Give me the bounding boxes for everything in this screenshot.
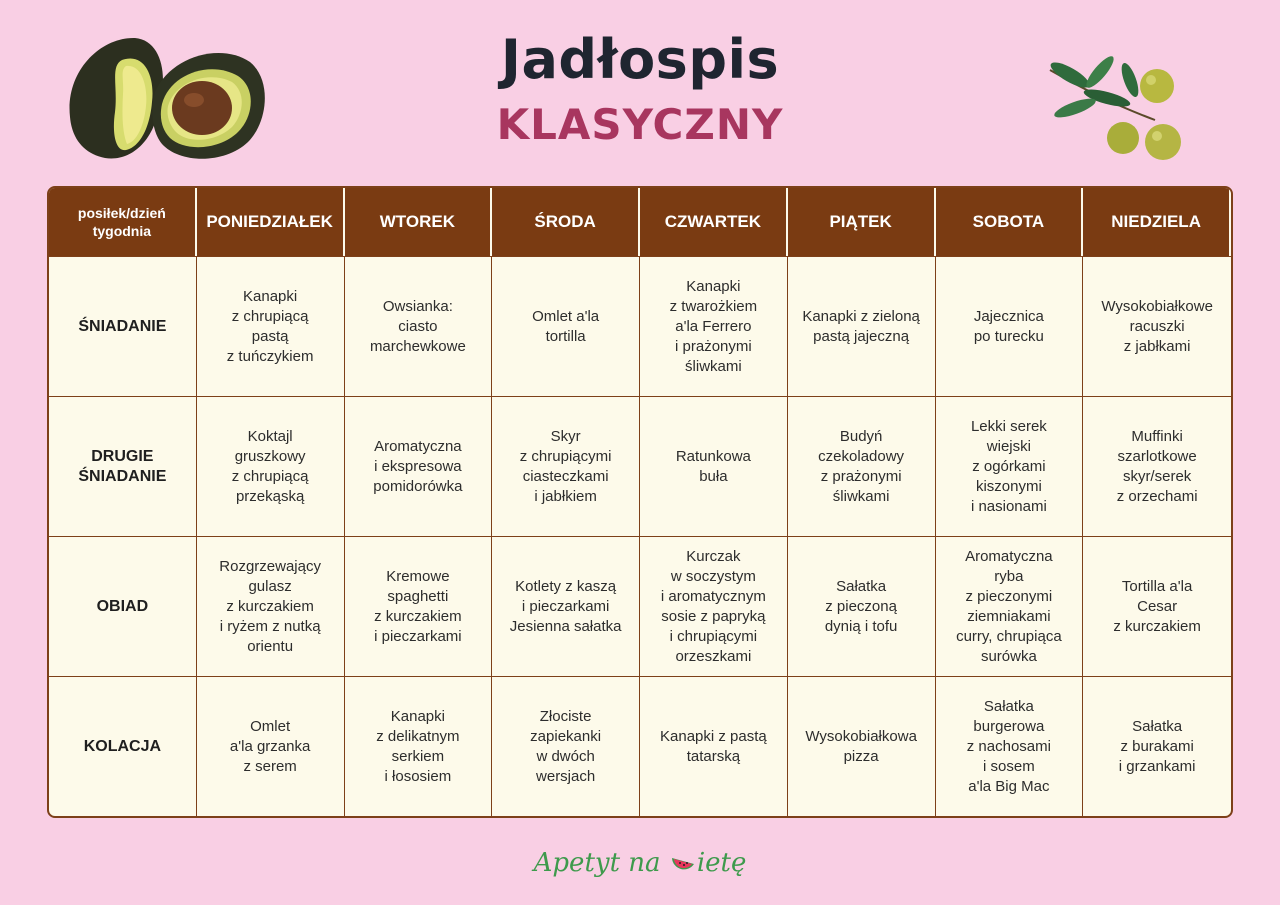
brand-text-end: ietę	[696, 848, 747, 878]
day-header: CZWARTEK	[640, 188, 788, 256]
day-header: SOBOTA	[936, 188, 1084, 256]
meal-cell: Złociste zapiekanki w dwóch wersjach	[492, 676, 640, 816]
meal-cell: Kotlety z kaszą i pieczarkami Jesienna sałatka	[492, 536, 640, 676]
meal-label: ŚNIADANIE	[49, 256, 197, 396]
meal-cell: Budyń czekoladowy z prażonymi śliwkami	[788, 396, 936, 536]
meal-cell: Omlet a'la grzanka z serem	[197, 676, 345, 816]
meal-label: OBIAD	[49, 536, 197, 676]
meal-plan-table	[47, 186, 1233, 818]
meal-cell: Omlet a'la tortilla	[492, 256, 640, 396]
meal-cell: Wysokobiałkowe racuszki z jabłkami	[1083, 256, 1231, 396]
meal-cell: Kanapki z zieloną pastą jajeczną	[788, 256, 936, 396]
meal-cell: Sałatka burgerowa z nachosami i sosem a'la Big Mac	[936, 676, 1084, 816]
meal-cell: Kanapki z pastą tatarską	[640, 676, 788, 816]
meal-cell: Muffinki szarlotkowe skyr/serek z orzechami	[1083, 396, 1231, 536]
meal-cell: Aromatyczna i ekspresowa pomidorówka	[345, 396, 493, 536]
meal-cell: Aromatyczna ryba z pieczonymi ziemniakami curry, chrupiąca surówka	[936, 536, 1084, 676]
day-header: WTOREK	[345, 188, 493, 256]
page-subtitle: KLASYCZNY	[496, 100, 784, 149]
meal-cell: Sałatka z pieczoną dynią i tofu	[788, 536, 936, 676]
meal-cell: Wysokobiałkowa pizza	[788, 676, 936, 816]
meal-cell: Kanapki z delikatnym serkiem i łososiem	[345, 676, 493, 816]
meal-cell: Koktajl gruszkowy z chrupiącą przekąską	[197, 396, 345, 536]
meal-cell: Skyr z chrupiącymi ciasteczkami i jabłkiem	[492, 396, 640, 536]
meal-cell: Sałatka z burakami i grzankami	[1083, 676, 1231, 816]
brand-logo	[0, 848, 1280, 878]
meal-cell: Owsianka: ciasto marchewkowe	[345, 256, 493, 396]
meal-label: DRUGIE ŚNIADANIE	[49, 396, 197, 536]
meal-cell: Rozgrzewający gulasz z kurczakiem i ryżem z nutką orientu	[197, 536, 345, 676]
meal-cell: Kanapki z twarożkiem a'la Ferrero i prażonymi śliwkami	[640, 256, 788, 396]
brand-text: Apetyt na	[533, 848, 669, 878]
day-header: PONIEDZIAŁEK	[197, 188, 345, 256]
meal-cell: Jajecznica po turecku	[936, 256, 1084, 396]
meal-cell: Lekki serek wiejski z ogórkami kiszonymi i nasionami	[936, 396, 1084, 536]
table-header-corner: posiłek/dzień tygodnia	[49, 188, 197, 256]
watermelon-icon	[669, 850, 697, 878]
meal-label: KOLACJA	[49, 676, 197, 816]
day-header: PIĄTEK	[788, 188, 936, 256]
meal-cell: Kurczak w soczystym i aromatycznym sosie z papryką i chrupiącymi orzeszkami	[640, 536, 788, 676]
meal-cell: Ratunkowa buła	[640, 396, 788, 536]
day-header: ŚRODA	[492, 188, 640, 256]
page-title: Jadłospis	[500, 28, 780, 91]
day-header: NIEDZIELA	[1083, 188, 1231, 256]
meal-cell: Kanapki z chrupiącą pastą z tuńczykiem	[197, 256, 345, 396]
meal-cell: Tortilla a'la Cesar z kurczakiem	[1083, 536, 1231, 676]
meal-cell: Kremowe spaghetti z kurczakiem i pieczarkami	[345, 536, 493, 676]
